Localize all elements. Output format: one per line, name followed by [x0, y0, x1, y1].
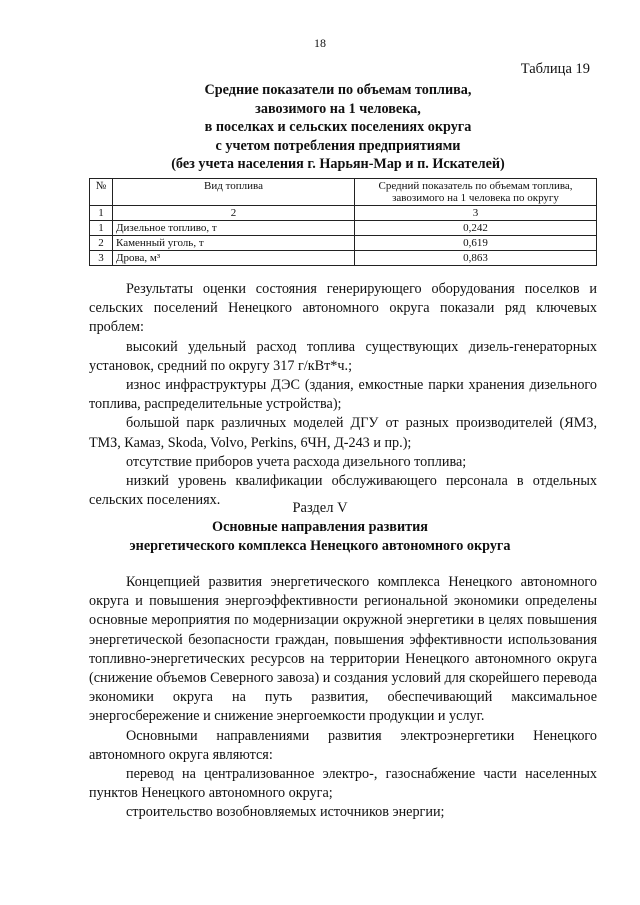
page-number: 18 [314, 36, 326, 50]
section-label: Раздел V [292, 500, 348, 516]
title-line: Средние показатели по объемам топлива, [204, 82, 472, 98]
table-row [90, 236, 597, 251]
problems-intro: Результаты оценки состояния генерирующего оборудования поселков и сельских поселений Ненецкого автономного округа показали ряд ключевых проблем: [89, 281, 597, 336]
concept-paragraph: Концепцией развития энергетического комплекса Ненецкого автономного округа и повышения энергоэффективности региональной экономики определены основные мероприятия по модернизации окружной энергетики в целях повышения энергетической безопасности граждан, повышения эффективности использования топливно-энергетических ресурсов на территории Ненецкого автономного округа (снижение объемов Северного завоза) и создания условий для скорейшего перевода экономики округа на путь развития, обеспечивающий максимальное энергосбережение и снижение энергоемкости продукции и услуг. [89, 574, 597, 725]
directions-intro: Основными направлениями развития электроэнергетики Ненецкого автономного округа являются: [89, 727, 597, 763]
problem-item: низкий уровень квалификации обслуживающего персонала в отдельных сельских поселениях. [89, 473, 597, 509]
table-cell: 1 [90, 221, 113, 236]
table-index-row [90, 206, 597, 221]
table-cell: Каменный уголь, т [113, 236, 355, 251]
table-label: Таблица 19 [520, 61, 590, 77]
table-cell: 0,619 [355, 236, 597, 251]
title-line: (без учета населения г. Нарьян-Мар и п. Искателей) [171, 156, 505, 172]
table-cell: Дрова, м³ [113, 251, 355, 266]
section-title-line: Основные направления развития [212, 519, 428, 535]
table-cell: 0,863 [355, 251, 597, 266]
direction-item: перевод на централизованное электро-, газоснабжение части населенных пунктов Ненецкого автономного округа; [89, 766, 597, 802]
header-average: Средний показатель по объемам топлива, завозимого на 1 человека по округу [355, 179, 597, 206]
table-cell: 3 [90, 251, 113, 266]
table-row [90, 251, 597, 266]
table-cell: 1 [90, 206, 113, 221]
problem-item: износ инфраструктуры ДЭС (здания, емкостные парки хранения дизельного топлива, распределительные устройства); [89, 377, 597, 413]
problem-item: большой парк различных моделей ДГУ от разных производителей (ЯМЗ, ТМЗ, Камаз, Skoda, Volvo, Perkins, 6ЧН, Д-243 и пр.); [89, 415, 597, 451]
title-line: завозимого на 1 человека, [255, 100, 421, 117]
header-fuel-type: Вид топлива [113, 179, 355, 206]
problems-block [89, 280, 597, 510]
table-header-row [90, 179, 597, 206]
table-title [88, 81, 588, 174]
table-cell: 3 [355, 206, 597, 221]
section-title-line: энергетического комплекса Ненецкого автономного округа [129, 538, 511, 554]
problem-item: высокий удельный расход топлива существующих дизель-генераторных установок, средний по округу 317 г/кВт*ч.; [89, 338, 597, 374]
table-cell: 2 [113, 206, 355, 221]
fuel-table [89, 178, 597, 266]
directions-block [89, 573, 597, 823]
table-cell: Дизельное топливо, т [113, 221, 355, 236]
title-line: с учетом потребления предприятиями [215, 137, 461, 154]
table-row [90, 221, 597, 236]
table-cell: 2 [90, 236, 113, 251]
header-number: № [90, 179, 113, 206]
problem-item: отсутствие приборов учета расхода дизельного топлива; [126, 453, 467, 470]
title-line: в поселках и сельских поселениях округа [204, 119, 472, 135]
direction-item: строительство возобновляемых источников энергии; [126, 804, 445, 821]
section-title [0, 518, 640, 556]
table-cell: 0,242 [355, 221, 597, 236]
